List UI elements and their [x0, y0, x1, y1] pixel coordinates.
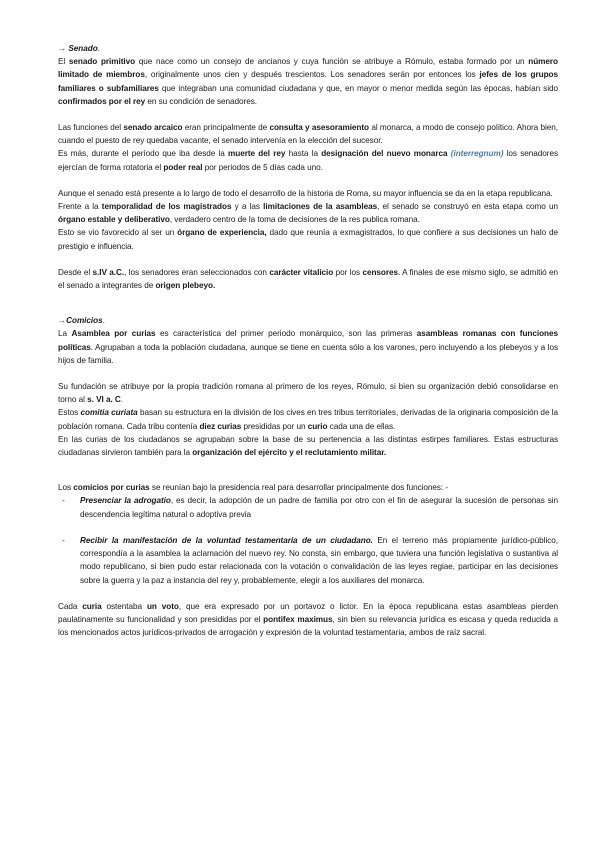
- text-run: que integraban una comunidad ciudadana y que, en mayor o menor medida según las épocas, habían sido: [158, 83, 558, 93]
- list-item: [58, 534, 558, 587]
- bold-text: poder real: [163, 162, 203, 172]
- text-run: en su condición de senadores.: [145, 96, 258, 106]
- bold-text: asambleas romanas con funciones políticas: [58, 329, 558, 352]
- bold-text: confirmados por el rey: [58, 96, 146, 106]
- bold-text: limitaciones de la asambleas: [263, 202, 378, 212]
- text-run: presididas por un: [241, 421, 308, 431]
- paragraph: [58, 433, 558, 459]
- dash-bullet: -: [62, 535, 65, 545]
- bold-text: censores: [362, 267, 398, 277]
- bold-text: curio: [307, 421, 328, 431]
- paragraph: [58, 266, 558, 292]
- bold-text: Asamblea por curias: [71, 329, 156, 339]
- text-run: . Agrupaban a toda la población ciudadana, aunque se tiene en cuenta sólo a los varones, pero incluyendo a los plebeyos y a los hijos de familia.: [58, 342, 558, 365]
- text-run: basan su estructura en la división de los cives en tres tribus territoriales, derivadas de la originaria composición de la población romana. Cada tribu contenía: [58, 408, 559, 431]
- text-run: . A finales de ese mismo siglo, se admitió en el senado a integrantes de: [58, 267, 558, 291]
- bold-text: temporalidad de los magistrados: [101, 202, 232, 212]
- text-run: , es decir, la adopción de un padre de familia por otro con el fin de asegurar la sucesión de personas sin descendencia legítima natural o adoptiva previa: [80, 496, 559, 519]
- text-run: La: [58, 329, 72, 339]
- list-item: [58, 494, 558, 520]
- text-run: En las curias de los ciudadanos se agrupaban sobre la base de su pertenencia a las distintas estirpes familiares. Estas estructuras ciudadanas sirvieron también para la: [58, 434, 558, 458]
- bold-text: designación del nuevo monarca: [321, 149, 448, 159]
- bold-text: un voto: [146, 601, 179, 611]
- bold-text: comicios por curias: [73, 483, 150, 493]
- bold-text: pontifex maximus: [263, 614, 333, 624]
- section-heading-senado: → Senado.: [58, 44, 100, 53]
- arrow-icon: →: [58, 44, 67, 53]
- text-run: cada una de ellas.: [327, 421, 396, 431]
- text-run: que nace como un consejo de ancianos y cuya función se atribuye a Rómulo, estaba formado por un: [135, 57, 529, 67]
- latin-term: (interregnum): [450, 149, 504, 159]
- text-run: .: [120, 395, 124, 405]
- bold-text: curia: [82, 601, 102, 611]
- document-body: [58, 42, 558, 639]
- text-run: al monarca, a modo de consejo político. Ahora bien, cuando el puesto de rey quedaba vacante, el senado intervenía en la elección del sucesor.: [58, 123, 558, 146]
- text-run: , los senadores eran seleccionados con: [124, 267, 270, 277]
- paragraph: [58, 327, 558, 367]
- bold-text: s. VI a. C: [87, 395, 121, 405]
- paragraph: [58, 406, 558, 432]
- text-run: Estos: [58, 408, 81, 418]
- text-run: En el terreno más propiamente jurídico-público, correspondía a la asamblea la aclamación del nuevo rey. No consta, sin embargo, que tuviera una función legislativa o sustantiva al modo republicano, si bien pudo estar relacionada con la votación o convalidación de las leyes regiae, participar en las decisiones sobre la guerra y la paz a instancia del rey y, probablemente, elegir a los auxiliares del monarca.: [80, 535, 558, 585]
- text-run: es característica del primer periodo monárquico, son las primeras: [155, 329, 417, 339]
- text-run: los senadores ejercían de forma rotatoria el: [58, 149, 558, 172]
- section-heading-comicios: →Comicios.: [58, 316, 105, 326]
- text-run: Aunque el senado está presente a lo largo de todo el desarrollo de la historia de Roma, su mayor influencia se da en la etapa republicana.: [58, 188, 553, 198]
- functions-list: [58, 494, 558, 586]
- paragraph: [58, 55, 558, 108]
- text-run: Es más, durante el período que iba desde la: [58, 149, 229, 159]
- text-run: Desde el: [58, 267, 93, 277]
- paragraph: [58, 200, 558, 226]
- heading-text: Comicios: [66, 316, 103, 326]
- text-run: Cada: [58, 601, 83, 611]
- text-run: , sin bien su relevancia jurídica es escasa y queda reducida a los mencionados actos jurídicos-privados de arrogación y expresión de la voluntad testamentaria, ambos de raíz sacral.: [58, 614, 559, 638]
- text-run: , que era expresado por un portavoz o lictor. En la época republicana estas asambleas pierden paulatinamente su funcionalidad y son presididas por el: [58, 601, 558, 624]
- bold-text: origen plebeyo.: [155, 281, 216, 291]
- arrow-icon: →: [58, 316, 67, 326]
- bold-text: jefes de los grupos familiares o subfamiliares: [58, 70, 559, 93]
- bold-text: consulta y asesoramiento: [269, 123, 370, 133]
- paragraph: [58, 600, 558, 640]
- dash-bullet: -: [62, 496, 65, 506]
- paragraph: [58, 226, 558, 252]
- bold-text: senado primitivo: [68, 57, 136, 67]
- text-run: por periodos de 5 días cada uno.: [202, 162, 323, 172]
- emphasis-text: Recibir la manifestación de la voluntad testamentaria de un ciudadano.: [80, 535, 373, 545]
- paragraph: [58, 481, 558, 494]
- bold-text: organización del ejército y el reclutamiento militar.: [192, 448, 387, 458]
- text-run: eran principalmente de: [182, 123, 270, 133]
- bold-text: órgano estable y deliberativo: [58, 215, 170, 225]
- text-run: , originalmente unos cien y después trescientos. Los senadores serán por entonces los: [144, 70, 480, 80]
- emphasis-text: comitia curiata: [80, 408, 138, 418]
- text-run: Los: [58, 483, 74, 493]
- text-run: hasta la: [285, 149, 322, 159]
- text-run: , verdadero centro de la toma de decisiones de la res publica romana.: [169, 215, 420, 225]
- text-run: Esto se vio favorecido al ser un: [58, 228, 178, 238]
- heading-text: Senado: [68, 44, 98, 53]
- text-run: Su fundación se atribuye por la propia tradición romana al primero de los reyes, Rómulo, si bien su organización debió consolidarse en torno al: [58, 382, 558, 405]
- text-run: , el senado se construyó en esta etapa como un: [377, 202, 558, 212]
- text-run: El: [58, 57, 69, 67]
- bold-text: carácter vitalicio: [269, 267, 334, 277]
- bold-text: número limitado de miembros: [58, 57, 558, 80]
- paragraph: [58, 147, 558, 173]
- paragraph: [58, 380, 558, 406]
- bold-text: órgano de experiencia,: [177, 228, 267, 238]
- bold-text: senado arcaico: [123, 123, 183, 133]
- text-run: Las funciones del: [58, 123, 124, 133]
- text-run: se reunían bajo la presidencia real para desarrollar principalmente dos funciones: -: [149, 483, 449, 493]
- emphasis-text: Presenciar la adrogatio: [80, 496, 171, 506]
- text-run: dado que reunía a exmagistrados, lo que confiere a sus decisiones un halo de prestigio e influencia.: [58, 228, 558, 251]
- bold-text: s.IV a.C.: [92, 267, 125, 277]
- paragraph: [58, 121, 558, 147]
- bold-text: diez curias: [199, 421, 242, 431]
- text-run: y a las: [231, 202, 264, 212]
- text-run: por los: [333, 267, 363, 277]
- text-run: Frente a la: [58, 202, 102, 212]
- paragraph: [58, 187, 558, 200]
- bold-text: muerte del rey: [228, 149, 286, 159]
- text-run: ostentaba: [101, 601, 147, 611]
